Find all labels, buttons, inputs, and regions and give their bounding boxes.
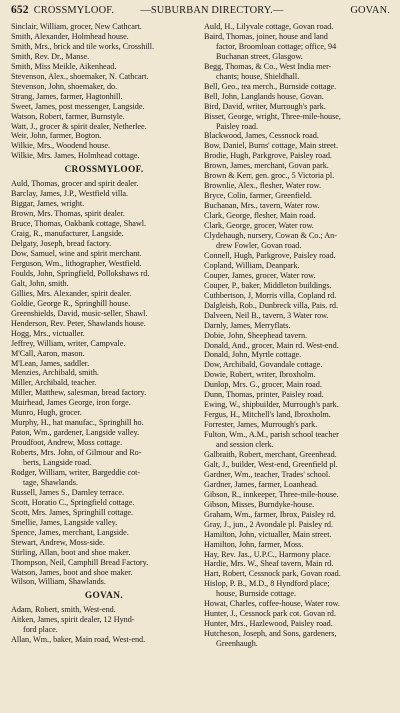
directory-entry: Smith, Miss Meikle, Aikenhead. bbox=[11, 61, 117, 71]
directory-entry: Connell, Hugh, Parkgrove, Paisley road. bbox=[204, 250, 336, 260]
directory-entry: Scott, Horatio C., Springfield cottage. bbox=[11, 497, 135, 507]
directory-entry: Muirhead, James George, iron forge. bbox=[11, 398, 131, 408]
directory-entry: Stevenson, John, shoemaker, do. bbox=[11, 81, 118, 91]
directory-entry: Sinclair, William, grocer, New Cathcart. bbox=[11, 22, 142, 31]
directory-entry: Bow, Daniel, Burns' cottage, Main street. bbox=[204, 141, 339, 151]
running-header bbox=[11, 4, 390, 19]
directory-entry: Hay, Rev. Jas., U.P.C., Harmony place. bbox=[204, 549, 331, 559]
directory-entry: Miller, Matthew, salesman, bread factory. bbox=[11, 388, 147, 398]
left-column bbox=[11, 22, 197, 649]
entry-continuation: berts, Langside road. bbox=[23, 458, 92, 468]
directory-entry: Dunlop, Mrs. G., grocer, Main road. bbox=[204, 380, 322, 390]
directory-entry: Brodie, Hugh, Parkgrove, Paisley road. bbox=[204, 151, 332, 161]
directory-entry: Spence, James, merchant, Langside. bbox=[11, 527, 129, 537]
entry-continuation: Greenhaugh. bbox=[216, 639, 258, 649]
directory-entry: Smith, Alexander, Holmhead house. bbox=[11, 31, 129, 41]
directory-entry: M'Lean, James, saddler. bbox=[11, 358, 90, 368]
directory-entry: Watt, J., grocer & spirit dealer, Netherlee. bbox=[11, 121, 147, 131]
directory-entry: Hutcheson, Joseph, and Sons, gardeners, bbox=[204, 629, 337, 639]
directory-entry: Bryce, Colin, farmer, Greenfield. bbox=[204, 191, 312, 201]
directory-entry: Dow, Samuel, wine and spirit merchant. bbox=[11, 249, 142, 259]
header-right: GOVAN. bbox=[350, 5, 390, 16]
directory-entry: Stirling, Allan, boot and shoe maker. bbox=[11, 547, 131, 557]
directory-entry: Darnly, James, Merryflats. bbox=[204, 320, 291, 330]
directory-entry: Gardner, Wm., teacher, Trades' school. bbox=[204, 469, 331, 479]
directory-entry: Adam, Robert, smith, West-end. bbox=[11, 605, 116, 615]
directory-entry: Hart, Robert, Cessnock park, Govan road. bbox=[204, 569, 341, 579]
directory-entry: Copland, William, Deanpark. bbox=[204, 260, 300, 270]
directory-entry: Gillies, Mrs. Alexander, spirit dealer. bbox=[11, 288, 132, 298]
directory-entry: Gibson, Misses, Burndyke-house. bbox=[204, 499, 315, 509]
directory-entry: Couper, James, grocer, Water row. bbox=[204, 270, 316, 280]
directory-entry: Clark, George, flesher, Main road. bbox=[204, 211, 316, 221]
directory-entry: Clydehaugh, nursery, Cowan & Co.; An- bbox=[204, 231, 337, 241]
directory-entry: Buchanan, Mrs., tavern, Water row. bbox=[204, 201, 320, 211]
directory-entry: Stevenson, Alex., shoemaker, N. Cathcart. bbox=[11, 71, 149, 81]
directory-entry: Hardie, Mrs. W., Sheaf tavern, Main rd. bbox=[204, 559, 334, 569]
entry-continuation: Buchanan street, Glasgow. bbox=[216, 51, 303, 61]
directory-entry: Biggar, James, wright. bbox=[11, 199, 85, 209]
directory-entry: Donald, John, Myrtle cottage. bbox=[204, 350, 302, 360]
directory-entry: Jeffrey, William, writer, Campvale. bbox=[11, 338, 126, 348]
directory-entry: Dunn, Thomas, printer, Paisley road. bbox=[204, 390, 324, 400]
section-heading: CROSSMYLOOF. bbox=[64, 165, 144, 176]
entry-continuation: house, Burnside cottage. bbox=[216, 589, 297, 599]
directory-entry: Goldie, George R., Springhill house. bbox=[11, 298, 131, 308]
directory-entry: Gibson, R., innkeeper, Three-mile-house. bbox=[204, 489, 339, 499]
directory-entry: Blackwood, James, Cessnock road. bbox=[204, 131, 319, 141]
directory-entry: Brownlie, Alex., flesher, Water row. bbox=[204, 181, 321, 191]
directory-entry: Greenshields, David, music-seller, Shawl. bbox=[11, 308, 148, 318]
directory-entry: Craig, R., manufacturer, Langside. bbox=[11, 229, 124, 239]
directory-entry: Barclay, James, J.P., Westfield villa. bbox=[11, 189, 129, 199]
directory-entry: Graham, Wm., farmer, Ibrox, Paisley rd. bbox=[204, 509, 336, 519]
directory-entry: Brown & Kerr, gen. groc., 5 Victoria pl. bbox=[204, 171, 335, 181]
directory-entry: Dow, Archibald, Govandale cottage. bbox=[204, 360, 323, 370]
section-heading: GOVAN. bbox=[84, 591, 124, 602]
directory-entry: Weir, John, farmer, Bogton. bbox=[11, 131, 102, 141]
directory-entry: Rodger, William, writer, Bargeddie cot- bbox=[11, 467, 141, 477]
directory-entry: M'Call, Aaron, mason. bbox=[11, 348, 85, 358]
page-number: 652 bbox=[11, 4, 29, 16]
directory-entry: Dowie, Robert, writer, Ibroxholm. bbox=[204, 370, 316, 380]
directory-entry: Baird, Thomas, joiner, house and land bbox=[204, 31, 328, 41]
directory-entry: Ewing, W., shipbuilder, Murrough's park. bbox=[204, 400, 339, 410]
directory-entry: Smith, Rev. Dr., Manse. bbox=[11, 51, 90, 61]
directory-entry: Cuthbertson, J, Morris villa, Copland rd. bbox=[204, 290, 337, 300]
entry-continuation: drew Fowler, Govan road. bbox=[216, 240, 302, 250]
entry-continuation: and session clerk. bbox=[216, 440, 274, 450]
right-column bbox=[204, 22, 390, 649]
directory-entry: Hislop, P. B., M.D., 8 Hyndford place; bbox=[204, 579, 330, 589]
directory-entry: Thompson, Neil, Camphill Bread Factory. bbox=[11, 557, 149, 567]
directory-entry: Wilkie, Mrs., Woodend house. bbox=[11, 141, 111, 151]
directory-entry: Proudfoot, Andrew, Moss cottage. bbox=[11, 438, 123, 448]
directory-entry: Delgaty, Joseph, bread factory. bbox=[11, 239, 112, 249]
directory-entry: Aitken, James, spirit dealer, 12 Hynd- bbox=[11, 615, 135, 625]
directory-entry: Bird, David, writer, Murrough's park. bbox=[204, 101, 326, 111]
directory-entry: Brown, Mrs. Thomas, spirit dealer. bbox=[11, 209, 125, 219]
directory-entry: Miller, Archibald, teacher. bbox=[11, 378, 97, 388]
directory-entry: Gardner, James, farmer, Loanhead. bbox=[204, 479, 318, 489]
directory-entry: Auld, Thomas, grocer and spirit dealer. bbox=[11, 179, 139, 189]
entry-continuation: factor, Broomloan cottage; office, 94 bbox=[216, 41, 337, 51]
directory-entry: Fergus, H., Mitchell's land, Ibroxholm. bbox=[204, 410, 331, 420]
directory-entry: Bell, John, Langlands house, Govan. bbox=[204, 91, 324, 101]
directory-entry: Wilson, William, Shawlands. bbox=[11, 577, 106, 587]
directory-entry: Bruce, Thomas, Oakbank cottage, Shawl. bbox=[11, 219, 147, 229]
directory-entry: Bisset, George, wright, Three-mile-house, bbox=[204, 111, 341, 121]
directory-entry: Scott, Mrs. James, Springhill cottage. bbox=[11, 507, 134, 517]
directory-entry: Donald, And., grocer, Main rd. West-end. bbox=[204, 340, 339, 350]
directory-entry: Watson, Robert, farmer, Burnstyle. bbox=[11, 111, 125, 121]
directory-entry: Galbraith, Robert, merchant, Greenhead. bbox=[204, 449, 337, 459]
directory-entry: Dalveen, Neil B., tavern, 3 Water row. bbox=[204, 310, 329, 320]
directory-entry: Henderson, Rev. Peter, Shawlands house. bbox=[11, 318, 146, 328]
directory-entry: Hamilton, John, victualler, Main street. bbox=[204, 529, 332, 539]
directory-entry: Paton, Wm., gardener, Langside valley. bbox=[11, 428, 140, 438]
directory-entry: Murphy, H., hat manufac., Springhill ho. bbox=[11, 418, 144, 428]
directory-entry: Sweet, James, post messenger, Langside. bbox=[11, 101, 145, 111]
directory-entry: Clark, George, grocer, Water row. bbox=[204, 221, 314, 231]
directory-entry: Dalgleish, Rob., Dunbreck villa, Pais. rd. bbox=[204, 300, 339, 310]
directory-entry: Hunter, Mrs., Hazlewood, Paisley road. bbox=[204, 619, 333, 629]
entry-continuation: ford place. bbox=[23, 625, 58, 635]
entry-continuation: chants; house, Shieldhall. bbox=[216, 71, 300, 81]
directory-entry: Roberts, Mrs. John, of Gilmour and Ro- bbox=[11, 448, 142, 458]
header-center: —SUBURBAN DIRECTORY.— bbox=[140, 5, 284, 16]
directory-entry: Forrester, James, Murrough's park. bbox=[204, 420, 318, 430]
directory-entry: Couper, P., baker, Middleton buildings. bbox=[204, 280, 332, 290]
directory-entry: Wilkie, Mrs. James, Holmhead cottage. bbox=[11, 151, 140, 161]
directory-entry: Auld, H., Lilyvale cottage, Govan road. bbox=[204, 22, 334, 31]
directory-entry: Munro, Hugh, grocer. bbox=[11, 408, 82, 418]
entry-continuation: tage, Shawlands. bbox=[23, 477, 78, 487]
directory-entry: Galt, J., builder, West-end, Greenfield pl. bbox=[204, 459, 338, 469]
directory-entry: Fulton, Wm., A.M., parish school teacher bbox=[204, 430, 339, 440]
directory-entry: Watson, James, boot and shoe maker. bbox=[11, 567, 133, 577]
directory-entry: Begg, Thomas, & Co., West India mer- bbox=[204, 61, 332, 71]
directory-entry: Hogg, Mrs., victualler. bbox=[11, 328, 85, 338]
directory-entry: Hamilton, John, farmer, Moss. bbox=[204, 539, 304, 549]
directory-entry: Hunter, J., Cessnock park cot. Govan rd. bbox=[204, 609, 336, 619]
directory-entry: Stewart, Andrew, Moss-side. bbox=[11, 537, 105, 547]
directory-entry: Strang, James, farmer, Hagtonhill. bbox=[11, 91, 123, 101]
directory-entry: Allan, Wm., baker, Main road, West-end. bbox=[11, 635, 146, 645]
header-left: CROSSMYLOOF. bbox=[33, 5, 115, 16]
directory-entry: Smith, Mrs., brick and tile works, Crosshill. bbox=[11, 41, 155, 51]
directory-entry: Ferguson, Wm., lithographer, Westfield. bbox=[11, 258, 142, 268]
entry-continuation: Paisley road. bbox=[216, 121, 259, 131]
directory-entry: Smellie, James, Langside valley. bbox=[11, 517, 118, 527]
directory-entry: Menzies, Archibald, smith. bbox=[11, 368, 99, 378]
entry-columns bbox=[11, 22, 390, 649]
directory-entry: Russell, James S., Darnley terrace. bbox=[11, 487, 124, 497]
directory-entry: Howat, Charles, coffee-house, Water row. bbox=[204, 599, 340, 609]
directory-entry: Gray, J., jun., 2 Avondale pl. Paisley rd. bbox=[204, 519, 334, 529]
directory-entry: Dobie, John, Sheephead tavern. bbox=[204, 330, 308, 340]
directory-entry: Foulds, John, Springfield, Pollokshaws rd. bbox=[11, 268, 150, 278]
directory-entry: Galt, John, smith. bbox=[11, 278, 69, 288]
directory-entry: Brown, James, merchant, Govan park. bbox=[204, 161, 329, 171]
directory-entry: Bell, Geo., tea merch., Burnside cottage. bbox=[204, 81, 337, 91]
